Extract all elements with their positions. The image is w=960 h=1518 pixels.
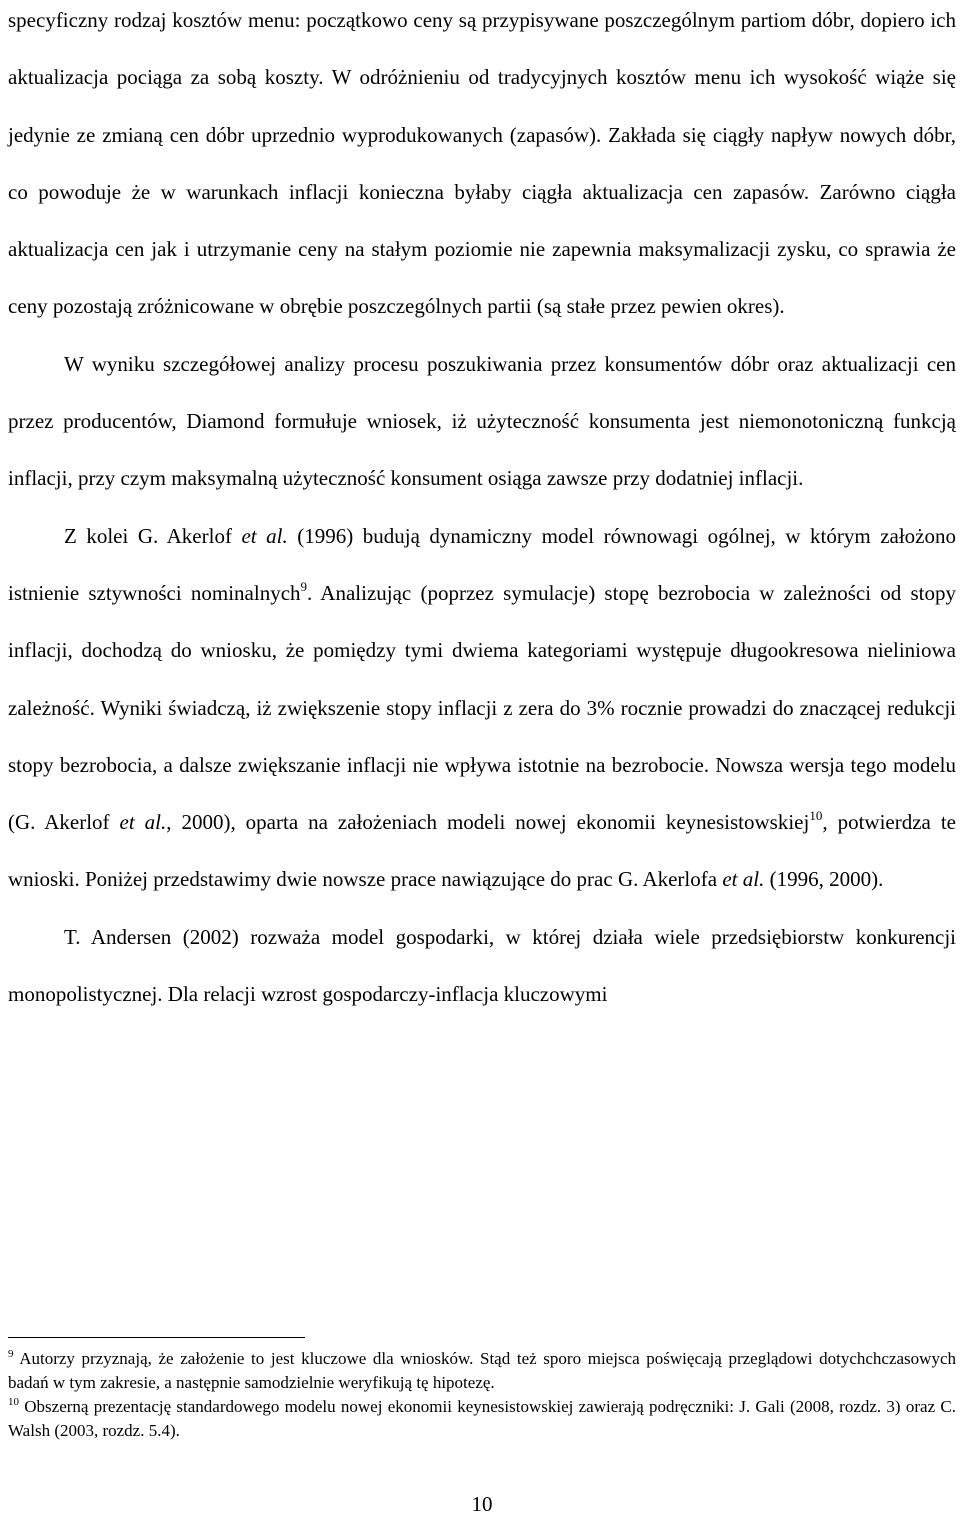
paragraph-1 — [8, 0, 956, 336]
paragraph-2-text: W wyniku szczegółowej analizy procesu poszukiwania przez konsumentów dóbr oraz aktualizacji cen przez producentów, Diamond formułuje wniosek, iż użyteczność konsumenta jest niemonotoniczną funkcją inflacji, przy czym maksymalną użyteczność konsument osiąga zawsze przy dodatniej inflacji. — [8, 351, 956, 491]
paragraph-3-et-al-1: et al. — [241, 523, 288, 548]
page-number: 10 — [471, 1492, 493, 1516]
footnote-9-mark: 9 — [8, 1348, 14, 1360]
paragraph-4 — [8, 909, 956, 1024]
footnote-separator — [8, 1337, 305, 1338]
footnote-9-text: Autorzy przyznają, że założenie to jest kluczowe dla wniosków. Stąd też sporo miejsca poświęcają przeglądowi dotychchczasowych badań w tym zakresie, a następnie samodzielnie weryfikują tę hipotezę. — [8, 1349, 956, 1392]
paragraph-3-text-f: , 2000), oparta na założeniach modeli nowej ekonomii keynesistowskiej — [166, 810, 810, 835]
footnote-ref-9: 9 — [300, 578, 308, 594]
paragraph-3-text-i: (1996, 2000). — [764, 867, 884, 892]
paragraph-2 — [8, 336, 956, 508]
footnote-9 — [8, 1347, 956, 1395]
paragraph-1-text: specyficzny rodzaj kosztów menu: początkowo ceny są przypisywane poszczególnym partiom dóbr, dopiero ich aktualizacja pociąga za sobą koszty. W odróżnieniu od tradycyjnych kosztów menu ich wysokość wiąże się jedynie ze zmianą cen dóbr uprzednio wyprodukowanych (zapasów). Zakłada się ciągły napływ nowych dóbr, co powoduje że w warunkach inflacji konieczna byłaby ciągła aktualizacja cen zapasów. Zarówno ciągła aktualizacja cen jak i utrzymanie ceny na stałym poziomie nie zapewnia maksymalizacji zysku, co sprawia że ceny pozostają zróżnicowane w obrębie poszczególnych partii (są stałe przez pewien okres). — [8, 8, 956, 319]
paragraph-3 — [8, 508, 956, 909]
paragraph-3-et-al-2: et al. — [119, 810, 167, 835]
paragraph-3-text-c: (1996) budują dynamiczny model równowagi ogólnej, w którym założono istnienie sztywności nominalnych — [8, 523, 956, 605]
footnote-10-text: Obszerną prezentację standardowego modelu nowej ekonomii keynesistowskiej zawierają podręczniki: J. Gali (2008, rozdz. 3) oraz C. Walsh (2003, rozdz. 5.4). — [8, 1397, 956, 1440]
paragraph-3-text-g: , potwierdza te wnioski. Poniżej przedstawimy dwie nowsze prace nawiązujące do prac G. Akerlofa — [8, 810, 956, 892]
paragraph-3-et-al-3: et al. — [722, 867, 765, 892]
document-page — [8, 0, 956, 1518]
footnote-10-mark: 10 — [8, 1396, 19, 1408]
body-text — [8, 0, 956, 1023]
paragraph-3-text-d: . Analizując (poprzez symulacje) stopę bezrobocia w zależności od stopy inflacji, dochodzą do wniosku, że pomiędzy tymi dwiema kategoriami występuje długookresowa nieliniowa zależność. Wyniki świadczą, iż zwiększenie stopy inflacji z zera do 3% rocznie prowadzi do znaczącej redukcji stopy bezrobocia, a dalsze zwiększanie inflacji nie wpływa istotnie na bezrobocie. Nowsza wersja tego modelu (G. Akerlof — [8, 580, 956, 835]
footnote-10 — [8, 1395, 956, 1443]
footnotes — [8, 1347, 956, 1443]
footnote-ref-10: 10 — [809, 808, 823, 824]
paragraph-3-text-a: Z kolei G. Akerlof — [64, 523, 242, 548]
paragraph-4-text: T. Andersen (2002) rozważa model gospodarki, w której działa wiele przedsiębiorstw konkurencji monopolistycznej. Dla relacji wzrost gospodarczy-inflacja kluczowymi — [8, 924, 956, 1007]
